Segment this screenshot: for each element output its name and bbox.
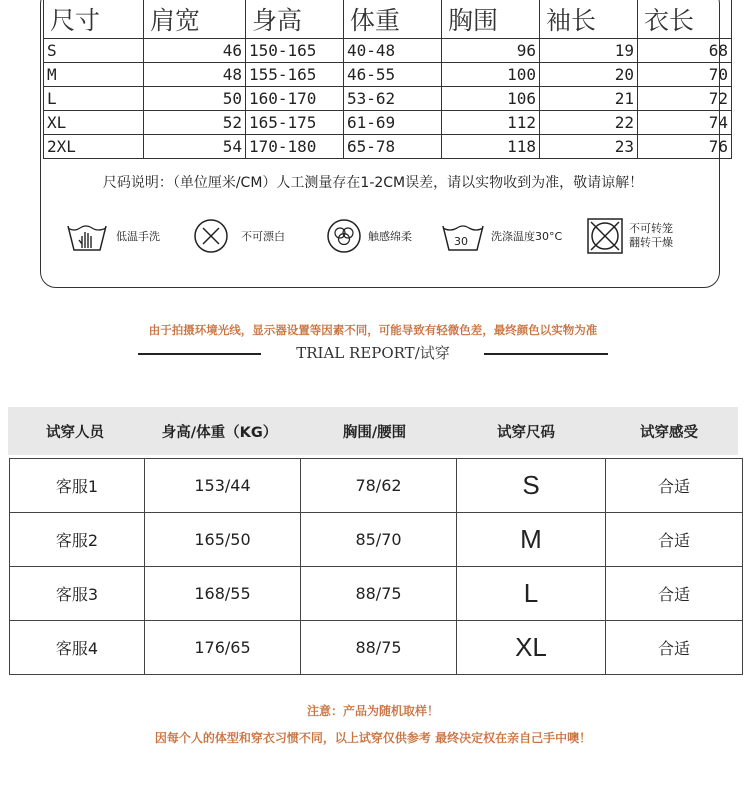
trial-height-weight: 165/50 bbox=[145, 513, 301, 567]
trial-row bbox=[10, 513, 743, 567]
height-cell: 150-165 bbox=[246, 39, 344, 63]
trial-person: 客服1 bbox=[10, 459, 145, 513]
header-length: 衣长 bbox=[638, 0, 732, 39]
weight-cell: 53-62 bbox=[344, 87, 442, 111]
trial-feel: 合适 bbox=[606, 513, 743, 567]
height-cell: 165-175 bbox=[246, 111, 344, 135]
size-cell: L bbox=[44, 87, 144, 111]
trial-header-size: 试穿尺码 bbox=[497, 424, 555, 441]
weight-cell: 40-48 bbox=[344, 39, 442, 63]
weight-cell: 46-55 bbox=[344, 63, 442, 87]
heading-divider-right bbox=[484, 353, 608, 355]
trial-person: 客服3 bbox=[10, 567, 145, 621]
sleeve-cell: 23 bbox=[540, 135, 638, 159]
size-row bbox=[44, 87, 732, 111]
footer-note-sample: 注意：产品为随机取样！ bbox=[306, 704, 439, 718]
trial-chest-waist: 78/62 bbox=[301, 459, 457, 513]
sleeve-cell: 21 bbox=[540, 87, 638, 111]
shoulder-cell: 54 bbox=[144, 135, 246, 159]
header-shoulder: 肩宽 bbox=[144, 0, 246, 39]
size-cell: M bbox=[44, 63, 144, 87]
trial-header-person: 试穿人员 bbox=[46, 424, 104, 441]
size-cell: XL bbox=[44, 111, 144, 135]
color-disclaimer: 由于拍摄环境光线，显示器设置等因素不同，可能导致有轻微色差，最终颜色以实物为准 bbox=[148, 323, 598, 337]
no-bleach-icon bbox=[193, 218, 229, 254]
trial-report-title: TRIAL REPORT/试穿 bbox=[296, 344, 450, 362]
chest-cell: 112 bbox=[442, 111, 540, 135]
size-note: 尺码说明：（单位厘米/CM）人工测量存在1-2CM误差，请以实物收到为准，敬请谅解！ bbox=[102, 175, 644, 191]
trial-person: 客服4 bbox=[10, 621, 145, 675]
trial-table-header bbox=[8, 407, 738, 455]
trial-size: S bbox=[457, 459, 606, 513]
height-cell: 155-165 bbox=[246, 63, 344, 87]
trial-size: L bbox=[457, 567, 606, 621]
wash-temp-badge: 30 bbox=[454, 235, 468, 248]
trial-chest-waist: 85/70 bbox=[301, 513, 457, 567]
sleeve-cell: 19 bbox=[540, 39, 638, 63]
trial-header-feel: 试穿感受 bbox=[640, 424, 698, 441]
footer-note-reference: 因每个人的体型和穿衣习惯不同，以上试穿仅供参考 最终决定权在亲自己手中噢！ bbox=[154, 731, 592, 745]
trial-row bbox=[10, 621, 743, 675]
trial-person: 客服2 bbox=[10, 513, 145, 567]
size-cell: 2XL bbox=[44, 135, 144, 159]
shoulder-cell: 50 bbox=[144, 87, 246, 111]
trial-size: M bbox=[457, 513, 606, 567]
shoulder-cell: 48 bbox=[144, 63, 246, 87]
size-chart-table bbox=[43, 0, 732, 159]
header-sleeve: 袖长 bbox=[540, 0, 638, 39]
trial-header-chest-waist: 胸围/腰围 bbox=[342, 424, 407, 441]
chest-cell: 106 bbox=[442, 87, 540, 111]
trial-header-height-weight: 身高/体重（KG） bbox=[161, 424, 278, 441]
care-wash-temp bbox=[441, 215, 562, 257]
trial-table bbox=[9, 458, 743, 675]
height-cell: 160-170 bbox=[246, 87, 344, 111]
sleeve-cell: 20 bbox=[540, 63, 638, 87]
chest-cell: 96 bbox=[442, 39, 540, 63]
header-size: 尺寸 bbox=[44, 0, 144, 39]
length-cell: 76 bbox=[638, 135, 732, 159]
trial-height-weight: 153/44 bbox=[145, 459, 301, 513]
header-weight: 体重 bbox=[344, 0, 442, 39]
care-hand-wash bbox=[66, 215, 160, 257]
shoulder-cell: 52 bbox=[144, 111, 246, 135]
size-row bbox=[44, 39, 732, 63]
hand-wash-icon bbox=[66, 218, 108, 254]
size-row bbox=[44, 135, 732, 159]
care-soft bbox=[326, 215, 412, 257]
no-tumble-dry-icon bbox=[587, 218, 623, 254]
trial-feel: 合适 bbox=[606, 567, 743, 621]
header-height: 身高 bbox=[246, 0, 344, 39]
wash-temp-icon bbox=[441, 218, 485, 254]
trial-height-weight: 168/55 bbox=[145, 567, 301, 621]
trial-chest-waist: 88/75 bbox=[301, 567, 457, 621]
length-cell: 74 bbox=[638, 111, 732, 135]
size-row bbox=[44, 111, 732, 135]
care-no-bleach bbox=[193, 215, 285, 257]
trial-chest-waist: 88/75 bbox=[301, 621, 457, 675]
height-cell: 170-180 bbox=[246, 135, 344, 159]
size-chart-header-row bbox=[44, 0, 732, 39]
trial-feel: 合适 bbox=[606, 459, 743, 513]
size-cell: S bbox=[44, 39, 144, 63]
care-no-tumble bbox=[587, 215, 673, 257]
weight-cell: 65-78 bbox=[344, 135, 442, 159]
wash-temp-label: 洗涤温度30°C bbox=[491, 230, 563, 243]
trial-row bbox=[10, 567, 743, 621]
no-tumble-label-2: 翻转干燥 bbox=[629, 236, 673, 249]
weight-cell: 61-69 bbox=[344, 111, 442, 135]
trial-size: XL bbox=[457, 621, 606, 675]
length-cell: 72 bbox=[638, 87, 732, 111]
no-bleach-label: 不可漂白 bbox=[241, 230, 285, 243]
chest-cell: 118 bbox=[442, 135, 540, 159]
trial-row bbox=[10, 459, 743, 513]
sleeve-cell: 22 bbox=[540, 111, 638, 135]
chest-cell: 100 bbox=[442, 63, 540, 87]
trial-feel: 合适 bbox=[606, 621, 743, 675]
size-row bbox=[44, 63, 732, 87]
shoulder-cell: 46 bbox=[144, 39, 246, 63]
hand-wash-label: 低温手洗 bbox=[116, 230, 160, 243]
soft-label: 触感绵柔 bbox=[368, 230, 412, 243]
trial-height-weight: 176/65 bbox=[145, 621, 301, 675]
length-cell: 68 bbox=[638, 39, 732, 63]
length-cell: 70 bbox=[638, 63, 732, 87]
cotton-icon bbox=[326, 218, 362, 254]
header-chest: 胸围 bbox=[442, 0, 540, 39]
no-tumble-label-1: 不可转笼 bbox=[629, 222, 673, 235]
